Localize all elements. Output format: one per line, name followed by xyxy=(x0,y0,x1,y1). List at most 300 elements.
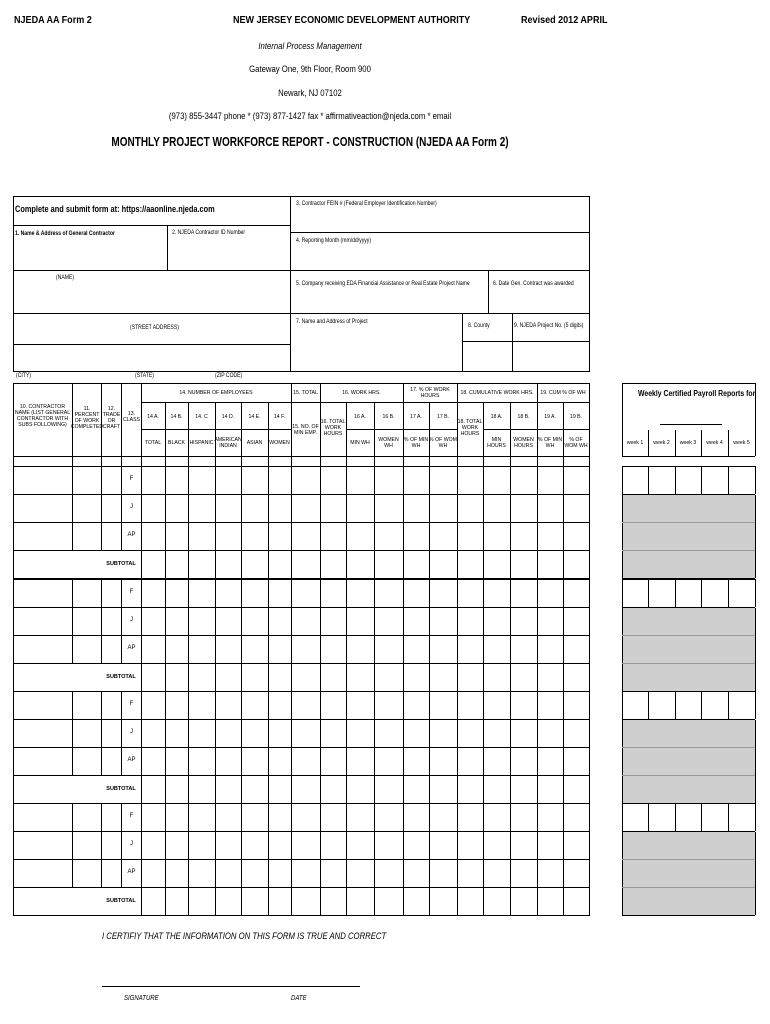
entry-cell[interactable] xyxy=(142,804,165,831)
entry-cell[interactable] xyxy=(484,720,510,747)
entry-cell[interactable] xyxy=(189,467,215,494)
entry-cell[interactable] xyxy=(216,832,241,859)
entry-cell[interactable] xyxy=(189,748,215,775)
entry-cell[interactable] xyxy=(189,832,215,859)
entry-cell[interactable] xyxy=(511,860,537,887)
entry-cell[interactable] xyxy=(102,467,121,494)
entry-cell[interactable] xyxy=(242,804,268,831)
entry-cell[interactable] xyxy=(189,551,215,578)
entry-cell[interactable] xyxy=(430,804,457,831)
entry-cell[interactable] xyxy=(321,748,346,775)
entry-cell[interactable] xyxy=(166,748,188,775)
entry-cell[interactable] xyxy=(216,692,241,719)
entry-cell[interactable] xyxy=(564,888,589,915)
week-5-check[interactable] xyxy=(729,692,755,719)
entry-cell[interactable] xyxy=(430,495,457,522)
entry-cell[interactable] xyxy=(73,580,101,607)
entry-cell[interactable] xyxy=(564,748,589,775)
entry-cell[interactable] xyxy=(430,776,457,803)
entry-cell[interactable] xyxy=(375,467,403,494)
entry-cell[interactable] xyxy=(142,523,165,550)
entry-cell[interactable] xyxy=(269,888,291,915)
week-3-check[interactable] xyxy=(676,580,701,607)
entry-cell[interactable] xyxy=(189,580,215,607)
entry-cell[interactable] xyxy=(564,467,589,494)
entry-cell[interactable] xyxy=(538,860,563,887)
entry-cell[interactable] xyxy=(14,804,72,831)
entry-cell[interactable] xyxy=(166,776,188,803)
entry-cell[interactable] xyxy=(166,888,188,915)
signature-line[interactable] xyxy=(102,986,360,987)
entry-cell[interactable] xyxy=(14,580,72,607)
entry-cell[interactable] xyxy=(511,888,537,915)
entry-cell[interactable] xyxy=(564,608,589,635)
entry-cell[interactable] xyxy=(347,748,374,775)
entry-cell[interactable] xyxy=(511,551,537,578)
entry-cell[interactable] xyxy=(269,467,291,494)
entry-cell[interactable] xyxy=(404,860,429,887)
entry-cell[interactable] xyxy=(430,664,457,691)
week-5-check[interactable] xyxy=(729,580,755,607)
entry-cell[interactable] xyxy=(458,636,483,663)
entry-cell[interactable] xyxy=(375,692,403,719)
entry-cell[interactable] xyxy=(142,860,165,887)
entry-cell[interactable] xyxy=(166,720,188,747)
entry-cell[interactable] xyxy=(102,636,121,663)
entry-cell[interactable] xyxy=(14,692,72,719)
entry-cell[interactable] xyxy=(538,580,563,607)
entry-cell[interactable] xyxy=(269,860,291,887)
entry-cell[interactable] xyxy=(189,720,215,747)
entry-cell[interactable] xyxy=(216,467,241,494)
entry-cell[interactable] xyxy=(14,495,72,522)
entry-cell[interactable] xyxy=(216,551,241,578)
entry-cell[interactable] xyxy=(564,636,589,663)
entry-cell[interactable] xyxy=(73,692,101,719)
entry-cell[interactable] xyxy=(321,495,346,522)
entry-cell[interactable] xyxy=(292,832,320,859)
entry-cell[interactable] xyxy=(142,608,165,635)
entry-cell[interactable] xyxy=(484,860,510,887)
entry-cell[interactable] xyxy=(538,551,563,578)
entry-cell[interactable] xyxy=(14,467,72,494)
entry-cell[interactable] xyxy=(142,636,165,663)
week-3-check[interactable] xyxy=(676,467,701,494)
entry-cell[interactable] xyxy=(458,580,483,607)
entry-cell[interactable] xyxy=(484,804,510,831)
entry-cell[interactable] xyxy=(142,664,165,691)
entry-cell[interactable] xyxy=(189,495,215,522)
entry-cell[interactable] xyxy=(347,832,374,859)
entry-cell[interactable] xyxy=(375,720,403,747)
entry-cell[interactable] xyxy=(142,467,165,494)
entry-cell[interactable] xyxy=(14,860,72,887)
entry-cell[interactable] xyxy=(73,523,101,550)
entry-cell[interactable] xyxy=(189,860,215,887)
entry-cell[interactable] xyxy=(564,860,589,887)
entry-cell[interactable] xyxy=(404,551,429,578)
entry-cell[interactable] xyxy=(404,523,429,550)
entry-cell[interactable] xyxy=(375,748,403,775)
entry-cell[interactable] xyxy=(430,523,457,550)
entry-cell[interactable] xyxy=(404,692,429,719)
week-2-check[interactable] xyxy=(649,580,675,607)
entry-cell[interactable] xyxy=(511,720,537,747)
entry-cell[interactable] xyxy=(292,636,320,663)
entry-cell[interactable] xyxy=(216,860,241,887)
entry-cell[interactable] xyxy=(347,608,374,635)
entry-cell[interactable] xyxy=(375,580,403,607)
entry-cell[interactable] xyxy=(242,580,268,607)
entry-cell[interactable] xyxy=(14,748,72,775)
entry-cell[interactable] xyxy=(484,495,510,522)
entry-cell[interactable] xyxy=(166,636,188,663)
entry-cell[interactable] xyxy=(216,720,241,747)
week-2-check[interactable] xyxy=(649,692,675,719)
entry-cell[interactable] xyxy=(458,720,483,747)
entry-cell[interactable] xyxy=(321,580,346,607)
week-4-check[interactable] xyxy=(702,804,728,831)
entry-cell[interactable] xyxy=(321,467,346,494)
entry-cell[interactable] xyxy=(242,551,268,578)
entry-cell[interactable] xyxy=(102,832,121,859)
entry-cell[interactable] xyxy=(14,720,72,747)
entry-cell[interactable] xyxy=(292,523,320,550)
entry-cell[interactable] xyxy=(242,467,268,494)
entry-cell[interactable] xyxy=(511,636,537,663)
entry-cell[interactable] xyxy=(321,888,346,915)
entry-cell[interactable] xyxy=(430,720,457,747)
entry-cell[interactable] xyxy=(269,608,291,635)
entry-cell[interactable] xyxy=(73,495,101,522)
entry-cell[interactable] xyxy=(189,776,215,803)
entry-cell[interactable] xyxy=(142,748,165,775)
entry-cell[interactable] xyxy=(102,580,121,607)
entry-cell[interactable] xyxy=(242,495,268,522)
entry-cell[interactable] xyxy=(458,495,483,522)
entry-cell[interactable] xyxy=(375,523,403,550)
entry-cell[interactable] xyxy=(511,692,537,719)
entry-cell[interactable] xyxy=(242,720,268,747)
entry-cell[interactable] xyxy=(511,580,537,607)
entry-cell[interactable] xyxy=(292,860,320,887)
entry-cell[interactable] xyxy=(166,832,188,859)
entry-cell[interactable] xyxy=(484,832,510,859)
entry-cell[interactable] xyxy=(166,523,188,550)
entry-cell[interactable] xyxy=(269,720,291,747)
entry-cell[interactable] xyxy=(511,664,537,691)
submit-instructions[interactable]: Complete and submit form at: https://aaonline.njeda.com xyxy=(15,204,215,214)
entry-cell[interactable] xyxy=(216,523,241,550)
entry-cell[interactable] xyxy=(484,664,510,691)
week-4-check[interactable] xyxy=(702,467,728,494)
entry-cell[interactable] xyxy=(166,664,188,691)
week-2-check[interactable] xyxy=(649,467,675,494)
entry-cell[interactable] xyxy=(430,832,457,859)
entry-cell[interactable] xyxy=(73,748,101,775)
entry-cell[interactable] xyxy=(321,832,346,859)
entry-cell[interactable] xyxy=(321,608,346,635)
entry-cell[interactable] xyxy=(102,860,121,887)
entry-cell[interactable] xyxy=(321,720,346,747)
entry-cell[interactable] xyxy=(321,692,346,719)
entry-cell[interactable] xyxy=(269,692,291,719)
entry-cell[interactable] xyxy=(321,551,346,578)
entry-cell[interactable] xyxy=(102,804,121,831)
entry-cell[interactable] xyxy=(511,523,537,550)
entry-cell[interactable] xyxy=(166,580,188,607)
entry-cell[interactable] xyxy=(484,692,510,719)
entry-cell[interactable] xyxy=(430,860,457,887)
week-3-check[interactable] xyxy=(676,804,701,831)
entry-cell[interactable] xyxy=(564,551,589,578)
entry-cell[interactable] xyxy=(269,495,291,522)
entry-cell[interactable] xyxy=(73,636,101,663)
entry-cell[interactable] xyxy=(458,804,483,831)
entry-cell[interactable] xyxy=(189,664,215,691)
entry-cell[interactable] xyxy=(102,720,121,747)
entry-cell[interactable] xyxy=(292,720,320,747)
entry-cell[interactable] xyxy=(142,888,165,915)
entry-cell[interactable] xyxy=(269,523,291,550)
entry-cell[interactable] xyxy=(347,636,374,663)
entry-cell[interactable] xyxy=(375,551,403,578)
entry-cell[interactable] xyxy=(458,692,483,719)
entry-cell[interactable] xyxy=(347,664,374,691)
entry-cell[interactable] xyxy=(347,495,374,522)
entry-cell[interactable] xyxy=(216,776,241,803)
entry-cell[interactable] xyxy=(404,467,429,494)
entry-cell[interactable] xyxy=(564,720,589,747)
entry-cell[interactable] xyxy=(404,748,429,775)
entry-cell[interactable] xyxy=(73,608,101,635)
entry-cell[interactable] xyxy=(216,495,241,522)
entry-cell[interactable] xyxy=(269,748,291,775)
entry-cell[interactable] xyxy=(292,551,320,578)
entry-cell[interactable] xyxy=(242,664,268,691)
entry-cell[interactable] xyxy=(166,804,188,831)
week-1-check[interactable] xyxy=(623,804,648,831)
entry-cell[interactable] xyxy=(375,804,403,831)
entry-cell[interactable] xyxy=(430,551,457,578)
entry-cell[interactable] xyxy=(142,832,165,859)
entry-cell[interactable] xyxy=(142,551,165,578)
entry-cell[interactable] xyxy=(292,495,320,522)
entry-cell[interactable] xyxy=(458,551,483,578)
entry-cell[interactable] xyxy=(484,580,510,607)
entry-cell[interactable] xyxy=(347,776,374,803)
entry-cell[interactable] xyxy=(269,804,291,831)
entry-cell[interactable] xyxy=(458,748,483,775)
entry-cell[interactable] xyxy=(347,467,374,494)
entry-cell[interactable] xyxy=(347,551,374,578)
entry-cell[interactable] xyxy=(511,832,537,859)
entry-cell[interactable] xyxy=(242,636,268,663)
entry-cell[interactable] xyxy=(511,608,537,635)
entry-cell[interactable] xyxy=(564,692,589,719)
week-4-check[interactable] xyxy=(702,692,728,719)
entry-cell[interactable] xyxy=(564,495,589,522)
entry-cell[interactable] xyxy=(430,888,457,915)
entry-cell[interactable] xyxy=(216,580,241,607)
entry-cell[interactable] xyxy=(14,608,72,635)
entry-cell[interactable] xyxy=(242,692,268,719)
entry-cell[interactable] xyxy=(189,888,215,915)
entry-cell[interactable] xyxy=(242,888,268,915)
entry-cell[interactable] xyxy=(430,692,457,719)
entry-cell[interactable] xyxy=(458,860,483,887)
entry-cell[interactable] xyxy=(321,523,346,550)
entry-cell[interactable] xyxy=(216,636,241,663)
entry-cell[interactable] xyxy=(484,748,510,775)
entry-cell[interactable] xyxy=(538,664,563,691)
entry-cell[interactable] xyxy=(538,608,563,635)
entry-cell[interactable] xyxy=(375,860,403,887)
entry-cell[interactable] xyxy=(511,467,537,494)
entry-cell[interactable] xyxy=(347,860,374,887)
entry-cell[interactable] xyxy=(511,804,537,831)
entry-cell[interactable] xyxy=(269,551,291,578)
entry-cell[interactable] xyxy=(404,495,429,522)
entry-cell[interactable] xyxy=(511,776,537,803)
entry-cell[interactable] xyxy=(269,636,291,663)
entry-cell[interactable] xyxy=(102,748,121,775)
entry-cell[interactable] xyxy=(292,748,320,775)
entry-cell[interactable] xyxy=(375,664,403,691)
entry-cell[interactable] xyxy=(538,720,563,747)
entry-cell[interactable] xyxy=(166,860,188,887)
entry-cell[interactable] xyxy=(292,664,320,691)
entry-cell[interactable] xyxy=(458,888,483,915)
entry-cell[interactable] xyxy=(404,720,429,747)
entry-cell[interactable] xyxy=(538,804,563,831)
entry-cell[interactable] xyxy=(269,664,291,691)
entry-cell[interactable] xyxy=(166,551,188,578)
entry-cell[interactable] xyxy=(189,804,215,831)
week-1-check[interactable] xyxy=(623,580,648,607)
entry-cell[interactable] xyxy=(404,804,429,831)
entry-cell[interactable] xyxy=(430,580,457,607)
entry-cell[interactable] xyxy=(375,776,403,803)
entry-cell[interactable] xyxy=(404,636,429,663)
entry-cell[interactable] xyxy=(538,467,563,494)
entry-cell[interactable] xyxy=(269,832,291,859)
entry-cell[interactable] xyxy=(242,860,268,887)
entry-cell[interactable] xyxy=(102,608,121,635)
entry-cell[interactable] xyxy=(142,495,165,522)
entry-cell[interactable] xyxy=(73,860,101,887)
week-3-check[interactable] xyxy=(676,692,701,719)
entry-cell[interactable] xyxy=(564,832,589,859)
entry-cell[interactable] xyxy=(538,776,563,803)
entry-cell[interactable] xyxy=(484,467,510,494)
entry-cell[interactable] xyxy=(538,888,563,915)
entry-cell[interactable] xyxy=(166,608,188,635)
entry-cell[interactable] xyxy=(321,804,346,831)
entry-cell[interactable] xyxy=(14,636,72,663)
entry-cell[interactable] xyxy=(292,888,320,915)
entry-cell[interactable] xyxy=(375,608,403,635)
entry-cell[interactable] xyxy=(538,523,563,550)
entry-cell[interactable] xyxy=(564,664,589,691)
entry-cell[interactable] xyxy=(538,636,563,663)
entry-cell[interactable] xyxy=(458,608,483,635)
entry-cell[interactable] xyxy=(73,720,101,747)
entry-cell[interactable] xyxy=(430,467,457,494)
entry-cell[interactable] xyxy=(564,523,589,550)
entry-cell[interactable] xyxy=(404,608,429,635)
entry-cell[interactable] xyxy=(242,832,268,859)
entry-cell[interactable] xyxy=(189,692,215,719)
week-5-check[interactable] xyxy=(729,467,755,494)
entry-cell[interactable] xyxy=(347,720,374,747)
entry-cell[interactable] xyxy=(73,467,101,494)
entry-cell[interactable] xyxy=(404,832,429,859)
entry-cell[interactable] xyxy=(242,608,268,635)
entry-cell[interactable] xyxy=(292,692,320,719)
entry-cell[interactable] xyxy=(430,636,457,663)
entry-cell[interactable] xyxy=(142,720,165,747)
week-5-check[interactable] xyxy=(729,804,755,831)
entry-cell[interactable] xyxy=(404,888,429,915)
entry-cell[interactable] xyxy=(347,523,374,550)
entry-cell[interactable] xyxy=(347,692,374,719)
entry-cell[interactable] xyxy=(511,748,537,775)
entry-cell[interactable] xyxy=(292,776,320,803)
entry-cell[interactable] xyxy=(189,523,215,550)
entry-cell[interactable] xyxy=(242,523,268,550)
entry-cell[interactable] xyxy=(14,523,72,550)
entry-cell[interactable] xyxy=(458,832,483,859)
entry-cell[interactable] xyxy=(430,608,457,635)
entry-cell[interactable] xyxy=(564,804,589,831)
entry-cell[interactable] xyxy=(292,580,320,607)
entry-cell[interactable] xyxy=(292,467,320,494)
entry-cell[interactable] xyxy=(375,888,403,915)
entry-cell[interactable] xyxy=(375,832,403,859)
entry-cell[interactable] xyxy=(484,551,510,578)
entry-cell[interactable] xyxy=(347,804,374,831)
week-2-check[interactable] xyxy=(649,804,675,831)
entry-cell[interactable] xyxy=(216,888,241,915)
entry-cell[interactable] xyxy=(242,776,268,803)
entry-cell[interactable] xyxy=(375,636,403,663)
entry-cell[interactable] xyxy=(458,523,483,550)
entry-cell[interactable] xyxy=(321,860,346,887)
entry-cell[interactable] xyxy=(14,832,72,859)
entry-cell[interactable] xyxy=(404,664,429,691)
entry-cell[interactable] xyxy=(458,664,483,691)
entry-cell[interactable] xyxy=(321,776,346,803)
entry-cell[interactable] xyxy=(292,608,320,635)
entry-cell[interactable] xyxy=(321,636,346,663)
entry-cell[interactable] xyxy=(404,580,429,607)
entry-cell[interactable] xyxy=(404,776,429,803)
entry-cell[interactable] xyxy=(166,467,188,494)
entry-cell[interactable] xyxy=(189,608,215,635)
entry-cell[interactable] xyxy=(484,776,510,803)
entry-cell[interactable] xyxy=(142,580,165,607)
entry-cell[interactable] xyxy=(166,495,188,522)
week-1-check[interactable] xyxy=(623,467,648,494)
entry-cell[interactable] xyxy=(142,776,165,803)
entry-cell[interactable] xyxy=(73,832,101,859)
entry-cell[interactable] xyxy=(269,776,291,803)
entry-cell[interactable] xyxy=(321,664,346,691)
entry-cell[interactable] xyxy=(216,748,241,775)
entry-cell[interactable] xyxy=(216,804,241,831)
entry-cell[interactable] xyxy=(538,748,563,775)
